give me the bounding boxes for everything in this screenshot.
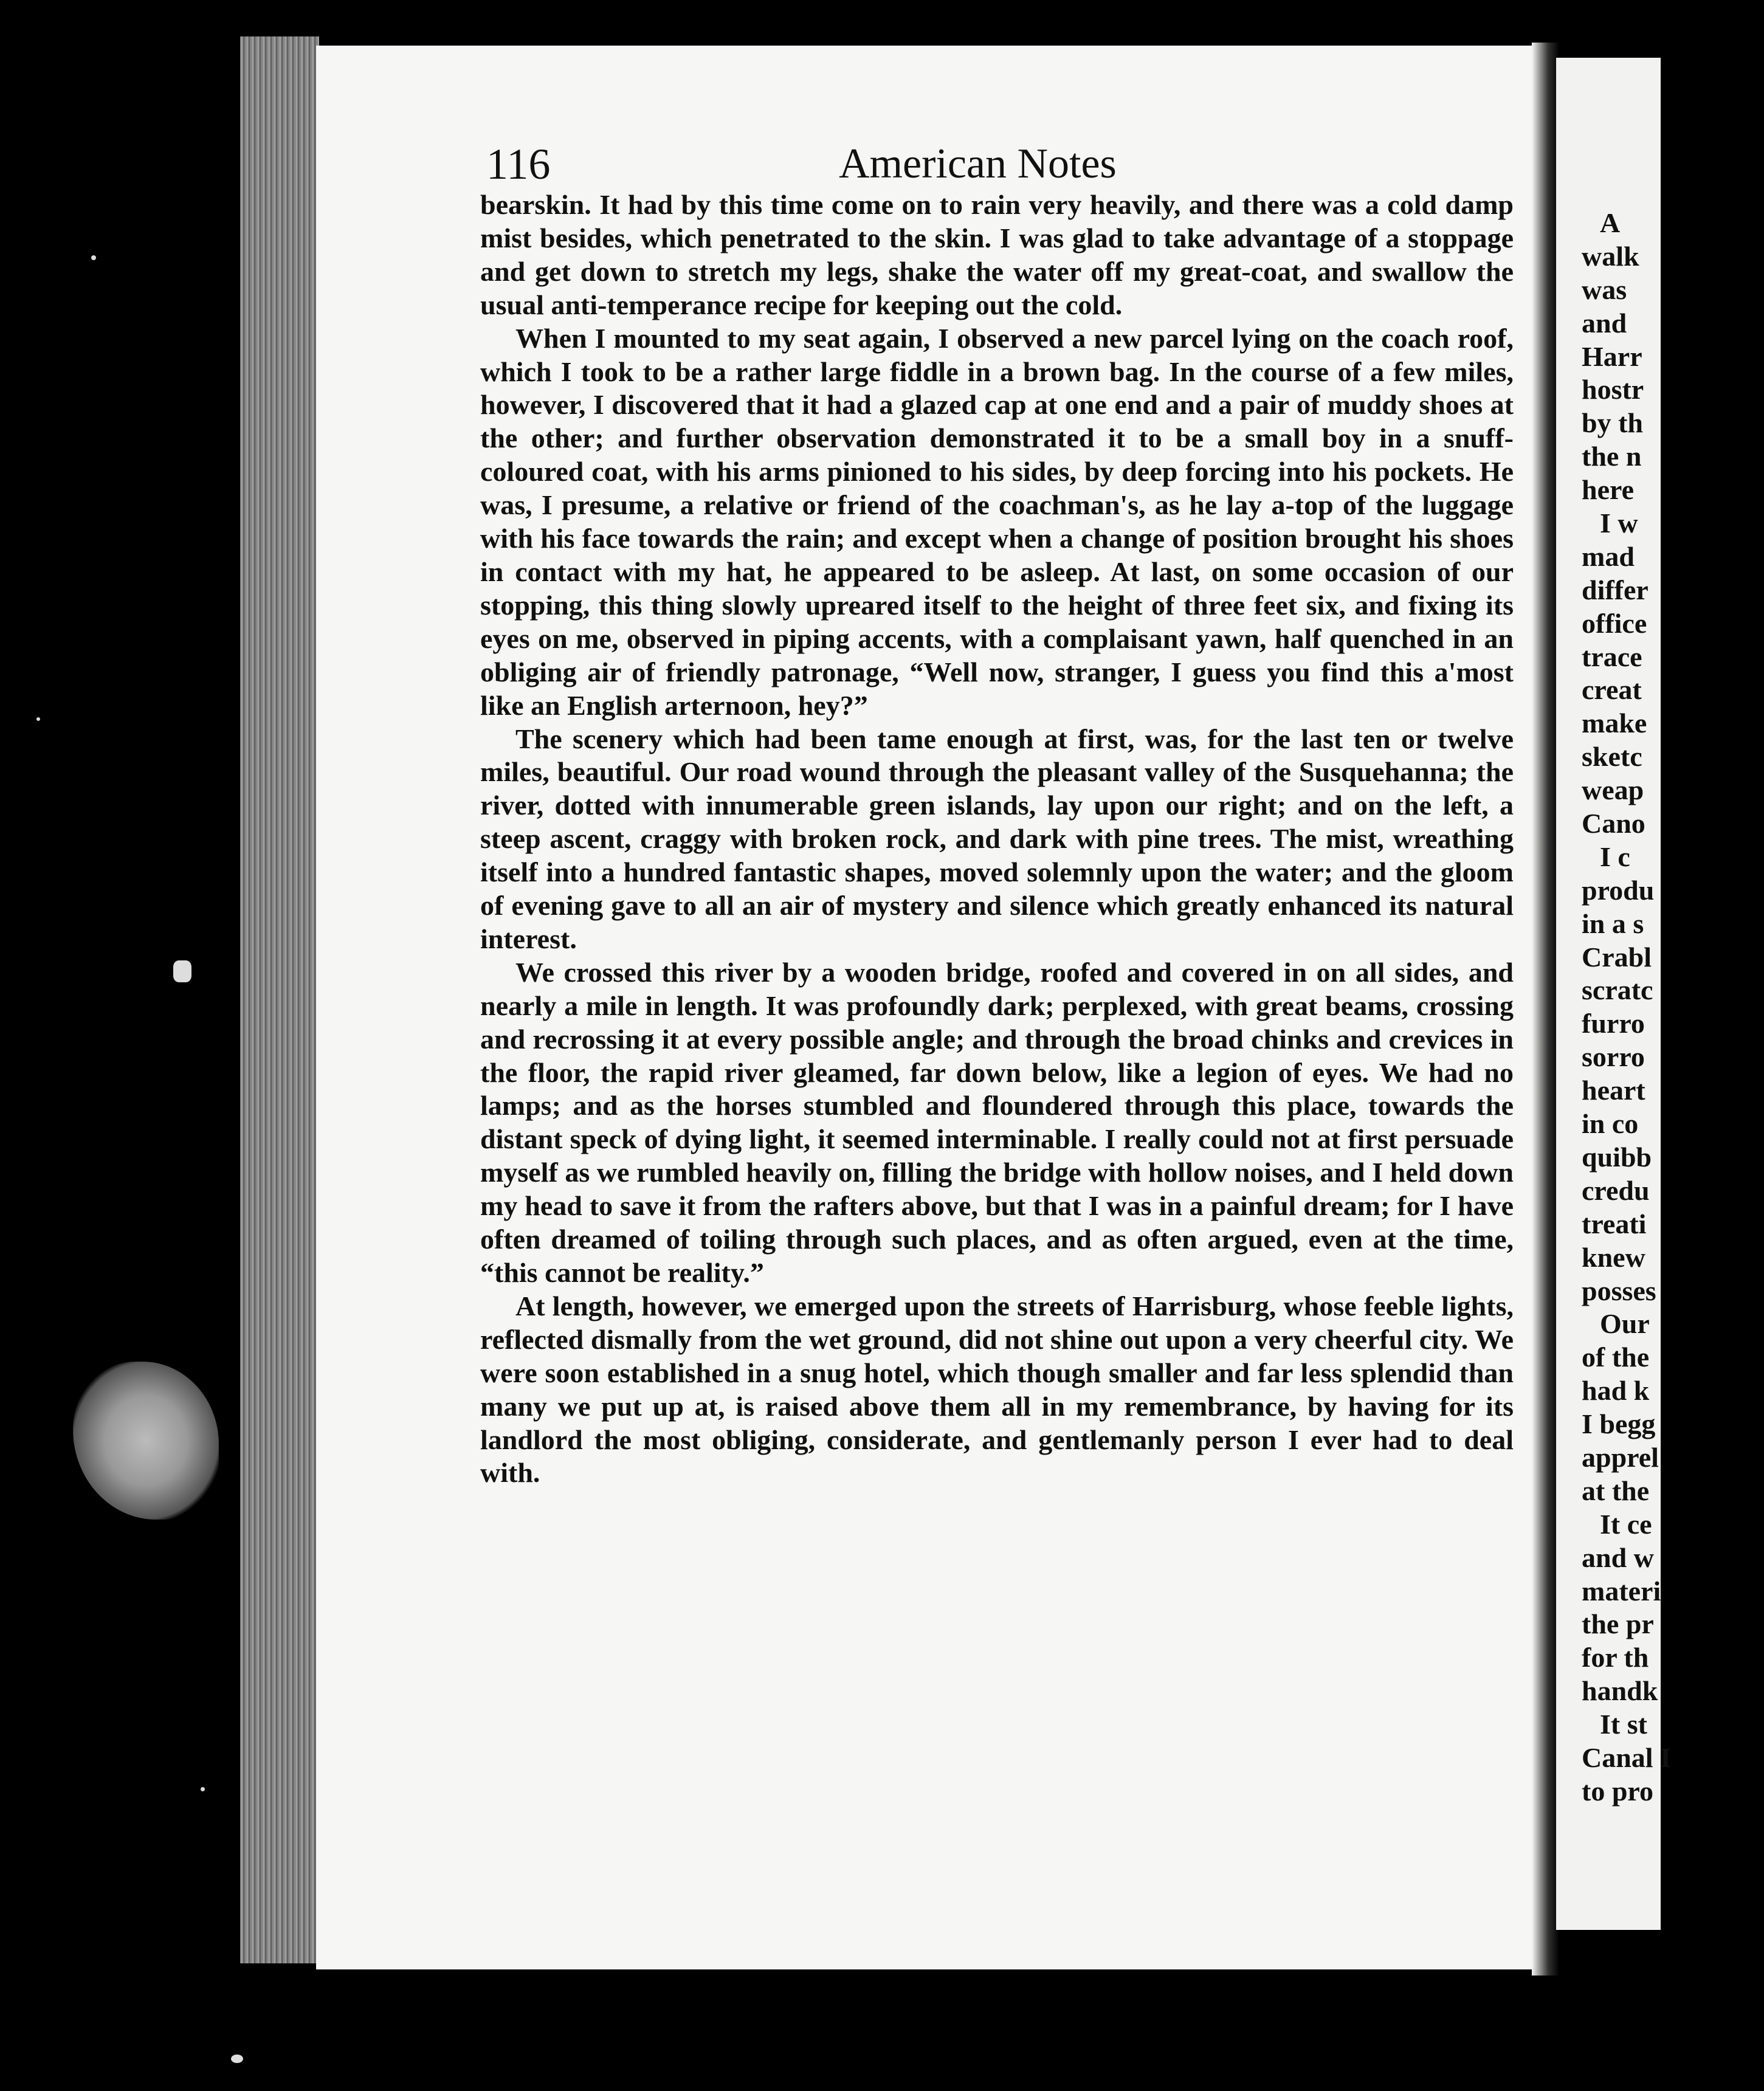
- facing-page-line: knew: [1582, 1241, 1645, 1273]
- facing-page-line: of the: [1582, 1342, 1650, 1373]
- body-text: [480, 188, 1514, 1490]
- facing-page-line: and w: [1582, 1542, 1654, 1573]
- running-head: [486, 131, 1520, 198]
- facing-page-line: in co: [1582, 1108, 1639, 1140]
- facing-page-line: for th: [1582, 1642, 1649, 1673]
- facing-page-line: handk: [1582, 1675, 1658, 1707]
- facing-page-line: and: [1582, 307, 1627, 339]
- page-number: 116: [486, 140, 551, 188]
- facing-page-line: office: [1582, 607, 1647, 639]
- facing-page-line: trace: [1582, 641, 1642, 672]
- facing-page-line: in a s: [1582, 908, 1644, 939]
- facing-page-line: posses: [1582, 1275, 1656, 1306]
- facing-page-line: make: [1582, 708, 1647, 739]
- facing-page-line: at the: [1582, 1475, 1650, 1506]
- paragraph: bearskin. It had by this time come on to rain very heavily, and there was a cold damp mist besides, which penetrated to the skin. I was glad to take advantage of a stoppage and get down to stretch my legs, shake the water off my great-coat, and swallow the usual anti-temperance recipe for keeping out the cold.: [480, 189, 1514, 320]
- facing-page-line: A: [1600, 207, 1621, 238]
- facing-page-line: heart: [1582, 1075, 1645, 1106]
- book-gutter: [1532, 43, 1559, 1976]
- facing-page-line: differ: [1582, 574, 1649, 605]
- facing-page-line: hostr: [1582, 374, 1644, 405]
- facing-page-line: It ce: [1600, 1508, 1652, 1540]
- scan-smudge: [73, 1362, 219, 1520]
- dust-speck: [173, 960, 191, 982]
- facing-page-line: Cano: [1582, 808, 1645, 839]
- facing-page-text: [1582, 207, 1764, 1808]
- facing-page-line: I c: [1600, 841, 1630, 872]
- running-title: American Notes: [839, 140, 1117, 187]
- facing-page-line: materi: [1582, 1575, 1661, 1607]
- facing-page-line: quibb: [1582, 1141, 1652, 1173]
- facing-page-line: I begg: [1582, 1408, 1656, 1440]
- dust-speck: [231, 2055, 243, 2063]
- facing-page-line: to pro: [1582, 1775, 1653, 1807]
- facing-page-line: scratc: [1582, 974, 1653, 1006]
- facing-page-line: creat: [1582, 674, 1642, 706]
- facing-page-line: had k: [1582, 1375, 1650, 1407]
- dust-speck: [91, 255, 96, 260]
- facing-page-line: I w: [1600, 508, 1638, 539]
- facing-page-line: apprel: [1582, 1441, 1659, 1473]
- facing-page-line: the pr: [1582, 1608, 1654, 1640]
- facing-page-line: was: [1582, 274, 1627, 305]
- paragraph: We crossed this river by a wooden bridge, roofed and covered in on all sides, and nearly a mile in length. It was profoundly dark; perplexed, with great beams, crossing and recrossing it at every possible angle; and through the broad chinks and crevices in the floor, the rapid river gleamed, far down below, like a legion of eyes. We had no lamps; and as the horses stumbled and floundered through this place, towards the distant speck of dying light, it seemed interminable. I really could not at first persuade myself as we rumbled heavily on, filling the bridge with hollow noises, and I held down my head to save it from the rafters above, but that I was in a painful dream; for I have often dreamed of toiling through such places, and as often argued, even at the time, “this cannot be reality.”: [480, 956, 1514, 1288]
- dust-speck: [36, 717, 40, 721]
- facing-page-line: by th: [1582, 407, 1643, 439]
- facing-page-line: the n: [1582, 441, 1642, 472]
- facing-page-line: sketc: [1582, 741, 1642, 773]
- dust-speck: [201, 1787, 205, 1791]
- facing-page-line: produ: [1582, 874, 1655, 906]
- page-edge: [240, 36, 319, 1963]
- facing-page-line: here: [1582, 474, 1635, 506]
- facing-page-line: Canal I: [1582, 1741, 1671, 1773]
- facing-page-line: weap: [1582, 774, 1644, 806]
- facing-page-line: Our: [1600, 1308, 1650, 1340]
- facing-page-line: mad: [1582, 540, 1635, 572]
- facing-page-line: treati: [1582, 1208, 1647, 1239]
- paragraph: The scenery which had been tame enough at first, was, for the last ten or twelve miles, beautiful. Our road wound through the pleasant valley of the Susquehanna; the river, dotted with innumerable green islands, lay upon our right; and on the left, a steep ascent, craggy with broken rock, and dark with pine trees. The mist, wreathing itself into a hundred fantastic shapes, moved solemnly upon the water; and the gloom of evening gave to all an air of mystery and silence which greatly enhanced its natural interest.: [480, 723, 1514, 954]
- facing-page-line: Crabl: [1582, 941, 1652, 973]
- facing-page-line: It st: [1600, 1709, 1647, 1740]
- facing-page-line: walk: [1582, 240, 1639, 272]
- facing-page-line: credu: [1582, 1174, 1650, 1206]
- facing-page-line: sorro: [1582, 1041, 1645, 1073]
- facing-page-line: Harr: [1582, 340, 1642, 372]
- paragraph: When I mounted to my seat again, I observed a new parcel lying on the coach roof, which I took to be a rather large fiddle in a brown bag. In the course of a few miles, however, I discovered that it had a glazed cap at one end and a pair of muddy shoes at the other; and further observation demonstrated it to be a small boy in a snuff-coloured coat, with his arms pinioned to his sides, by deep forcing into his pockets. He was, I presume, a relative or friend of the coachman's, as he lay a-top of the luggage with his face towards the rain; and except when a change of position brought his shoes in contact with my hat, he appeared to be asleep. At last, on some occasion of our stopping, this thing slowly upreared itself to the height of three feet six, and fixing its eyes on me, observed in piping accents, with a complaisant yawn, half quenched in an obliging air of friendly patronage, “Well now, stranger, I guess you find this a'most like an English arternoon, hey?”: [480, 322, 1514, 721]
- facing-page: [1556, 58, 1671, 1930]
- facing-page-line: furro: [1582, 1008, 1645, 1039]
- paragraph: At length, however, we emerged upon the streets of Harrisburg, whose feeble lights, reflected dismally from the wet ground, did not shine out upon a very cheerful city. We were soon established in a snug hotel, which though smaller and far less splendid than many we put up at, is raised above them all in my remembrance, by having for its landlord the most obliging, considerate, and gentlemanly person I ever had to deal with.: [480, 1290, 1514, 1489]
